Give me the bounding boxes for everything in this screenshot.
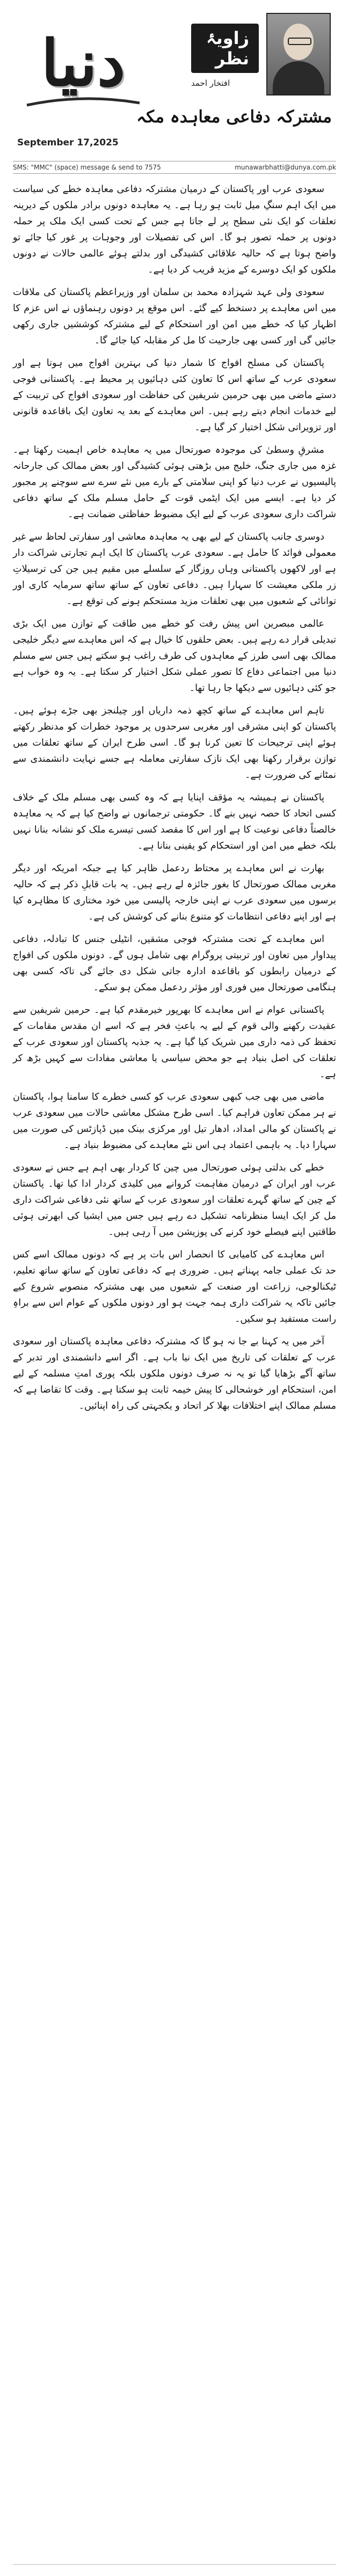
contact-bar [13,161,336,174]
article-paragraph: پاکستانی عوام نے اس معاہدے کا بھرپور خیرمقدم کیا ہے۔ حرمین شریفین سے عقیدت رکھنے والی قوم کے لیے یہ باعثِ فخر ہے کہ اسے ان مقدس مقامات کے تحفظ کی ذمہ داری میں شریک کیا گیا ہے۔ یہ جذبہ پاکستان اور سعودی عرب کے تعلقات کی اصل بنیاد ہے جو محض سیاسی یا معاشی مفادات سے کہیں بڑھ کر ہے۔ [13,1005,336,1080]
article-paragraph: پاکستان نے ہمیشہ یہ مؤقف اپنایا ہے کہ وہ کسی بھی مسلم ملک کے خلاف کسی اتحاد کا حصہ نہیں بنے گا۔ حکومتی ترجمانوں نے واضح کیا ہے کہ یہ معاہدہ خالصتاً دفاعی نوعیت کا ہے اور اس کا مقصد کسی تیسرے ملک کو نشانہ بنانا نہیں بلکہ خطے میں امن اور استحکام کو یقینی بنانا ہے۔ [13,792,336,851]
article-paragraph: خطے کی بدلتی ہوئی صورتحال میں چین کا کردار بھی اہم ہے جس نے سعودی عرب اور ایران کے درمیان مفاہمت کروانے میں کلیدی کردار ادا کیا تھا۔ پاکستان کے چین کے ساتھ گہرے تعلقات اور سعودی عرب کے ساتھ نئی دفاعی شراکت داری مل کر ایک ایسا منظرنامہ تشکیل دے رہے ہیں جس میں ایشیا کی ابھرتی ہوئی طاقتیں اپنے فیصلے خود کرنے کی پوزیشن میں آ رہی ہیں۔ [13,1162,336,1238]
newspaper-logo [21,6,145,119]
article-paragraph: اس معاہدے کی کامیابی کا انحصار اس بات پر ہے کہ دونوں ممالک اسے کس حد تک عملی جامہ پہناتے ہیں۔ ضروری ہے کہ دفاعی تعاون کے ساتھ ساتھ تعلیم، ٹیکنالوجی، زراعت اور صنعت کے شعبوں میں بھی مشترکہ منصوبے شروع کیے جائیں تاکہ یہ شراکت داری ہمہ جہت ہو اور دونوں ملکوں کے عوام اس سے براہِ راست مستفید ہو سکیں۔ [13,1249,336,1324]
article-paragraph: اس معاہدے کے تحت مشترکہ فوجی مشقیں، انٹیلی جنس کا تبادلہ، دفاعی پیداوار میں تعاون اور تربیتی پروگرام بھی شامل ہوں گے۔ دونوں ملکوں کی افواج کے درمیان رابطوں کو باقاعدہ ادارہ جاتی شکل دی جائے گی تاکہ کسی بھی ہنگامی صورتحال میں فوری اور مؤثر ردعمل ممکن ہو سکے۔ [13,934,336,993]
publish-date: September 17,2025 [17,137,119,148]
email-address[interactable]: munawarbhatti@dunya.com.pk [235,164,336,171]
columnist-box [191,13,331,99]
article-paragraph: دوسری جانب پاکستان کے لیے بھی یہ معاہدہ معاشی اور سفارتی لحاظ سے غیر معمولی فوائد کا حامل ہے۔ سعودی عرب پاکستان کا ایک اہم تجارتی شراکت دار ہے اور لاکھوں پاکستانی وہاں روزگار کے سلسلے میں مقیم ہیں جن کی ترسیلاتِ زر ملکی معیشت کا سہارا ہیں۔ دفاعی تعاون کے ساتھ ساتھ سرمایہ کاری اور توانائی کے شعبوں میں بھی تعلقات مزید مستحکم ہونے کی توقع ہے۔ [13,532,336,607]
columnist-name: افتخار احمد [191,78,230,88]
column-badge [191,13,266,99]
article-paragraph: سعودی ولی عہد شہزادہ محمد بن سلمان اور وزیراعظم پاکستان کی ملاقات میں اس معاہدے پر دستخط کیے گئے۔ اس موقع پر دونوں رہنماؤں نے اس عزم کا اظہار کیا کہ خطے میں امن اور استحکام کے لیے مشترکہ کوششیں جاری رکھی جائیں گی اور کسی بھی جارحیت کا مل کر مقابلہ کیا جائے گا۔ [13,287,336,346]
columnist-portrait [266,13,331,95]
article-paragraph: سعودی عرب اور پاکستان کے درمیان مشترکہ دفاعی معاہدہ خطے کی سیاست میں ایک اہم سنگِ میل ثابت ہو رہا ہے۔ یہ معاہدہ دونوں برادر ملکوں کے دیرینہ تعلقات کو ایک نئی سطح پر لے جاتا ہے جس کے تحت کسی ایک ملک پر حملہ دونوں پر حملہ تصور ہو گا۔ اس کی تفصیلات اور وجوہات پر غور کیا جائے تو واضح ہوتا ہے کہ حالیہ علاقائی کشیدگی اور بدلتے ہوئے عالمی حالات نے دونوں ملکوں کو ایک دوسرے کے مزید قریب کر دیا ہے۔ [13,184,336,275]
article-paragraph: عالمی مبصرین اس پیش رفت کو خطے میں طاقت کے توازن میں ایک بڑی تبدیلی قرار دے رہے ہیں۔ بعض حلقوں کا خیال ہے کہ اس معاہدے سے دیگر خلیجی ممالک بھی اسی طرز کے معاہدوں کی طرف راغب ہو سکتے ہیں جس سے مسلم دنیا میں اجتماعی دفاع کا تصور عملی شکل اختیار کر سکتا ہے۔ یہ وہ خواب ہے جو کئی دہائیوں سے دیکھا جا رہا تھا۔ [13,619,336,694]
article-headline: مشترکہ دفاعی معاہدہ مکہ [136,107,332,127]
article-paragraph: مشرقِ وسطیٰ کی موجودہ صورتحال میں یہ معاہدہ خاص اہمیت رکھتا ہے۔ غزہ میں جاری جنگ، خلیج میں بڑھتی ہوئی کشیدگی اور بعض ممالک کی جارحانہ پالیسیوں نے عرب دنیا کو اپنی سلامتی کے بارے میں نئے سرے سے سوچنے پر مجبور کر دیا ہے۔ ایسے میں ایک ایٹمی قوت کے حامل مسلم ملک کے ساتھ دفاعی شراکت داری سعودی عرب کے لیے ایک مضبوط حفاظتی ضمانت ہے۔ [13,445,336,520]
article-paragraph: ماضی میں بھی جب کبھی سعودی عرب کو کسی خطرے کا سامنا ہوا، پاکستان نے ہر ممکن تعاون فراہم کیا۔ اسی طرح مشکل معاشی حالات میں سعودی عرب نے پاکستان کو مالی امداد، ادھار تیل اور مرکزی بینک میں ڈپازٹس کی صورت میں سہارا دیا۔ یہ باہمی اعتماد ہی اس نئے معاہدے کی مضبوط بنیاد ہے۔ [13,1092,336,1151]
article-paragraph: تاہم اس معاہدے کے ساتھ کچھ ذمہ داریاں اور چیلنجز بھی جڑے ہوئے ہیں۔ پاکستان کو اپنی مشرقی اور مغربی سرحدوں پر موجود خطرات کو مدنظر رکھتے ہوئے اپنی ترجیحات کا تعین کرنا ہو گا۔ اسی طرح ایران کے ساتھ تعلقات میں توازن برقرار رکھنا بھی ایک نازک سفارتی معاملہ ہے جسے نہایت دانشمندی سے نمٹانے کی ضرورت ہے۔ [13,705,336,781]
article-paragraph: آخر میں یہ کہنا بے جا نہ ہو گا کہ مشترکہ دفاعی معاہدہ پاکستان اور سعودی عرب کے تعلقات کی تاریخ میں ایک نیا باب ہے۔ اگر اسے دانشمندی اور تدبر کے ساتھ آگے بڑھایا گیا تو یہ نہ صرف دونوں ملکوں بلکہ پوری امتِ مسلمہ کے لیے امن، استحکام اور خوشحالی کا پیش خیمہ ثابت ہو سکتا ہے۔ وقت کا تقاضا ہے کہ مسلم ممالک اپنے اختلافات بھلا کر اتحاد و یکجہتی کی راہ اپنائیں۔ [13,1336,336,1411]
article-body [13,181,336,2558]
sms-info: SMS: "MMC" (space) message & send to 7575 [13,164,161,171]
article-paragraph: بھارت نے اس معاہدے پر محتاط ردعمل ظاہر کیا ہے جبکہ امریکہ اور دیگر مغربی ممالک صورتحال کا بغور جائزہ لے رہے ہیں۔ یہ بات قابلِ ذکر ہے کہ حالیہ برسوں میں سعودی عرب نے اپنی خارجہ پالیسی میں خود مختاری کا مظاہرہ کیا ہے اور اپنے دفاعی انتظامات کو متنوع بنانے کی کوشش کی ہے۔ [13,863,336,922]
article-paragraph: پاکستان کی مسلح افواج کا شمار دنیا کی بہترین افواج میں ہوتا ہے اور سعودی عرب کے ساتھ اس کا تعاون کئی دہائیوں پر محیط ہے۔ پاکستانی فوجی دستے ماضی میں بھی حرمین شریفین کی حفاظت اور سعودی افواج کی تربیت کے لیے خدمات انجام دیتے رہے ہیں۔ اس معاہدے کے بعد یہ تعاون ایک باقاعدہ قانونی اور تزویراتی شکل اختیار کر گیا ہے۔ [13,358,336,433]
column-name: زاویۂ نظر [191,24,259,73]
masthead [0,0,349,177]
logo-text: دنیا [41,25,126,100]
footer-divider [13,2564,336,2565]
